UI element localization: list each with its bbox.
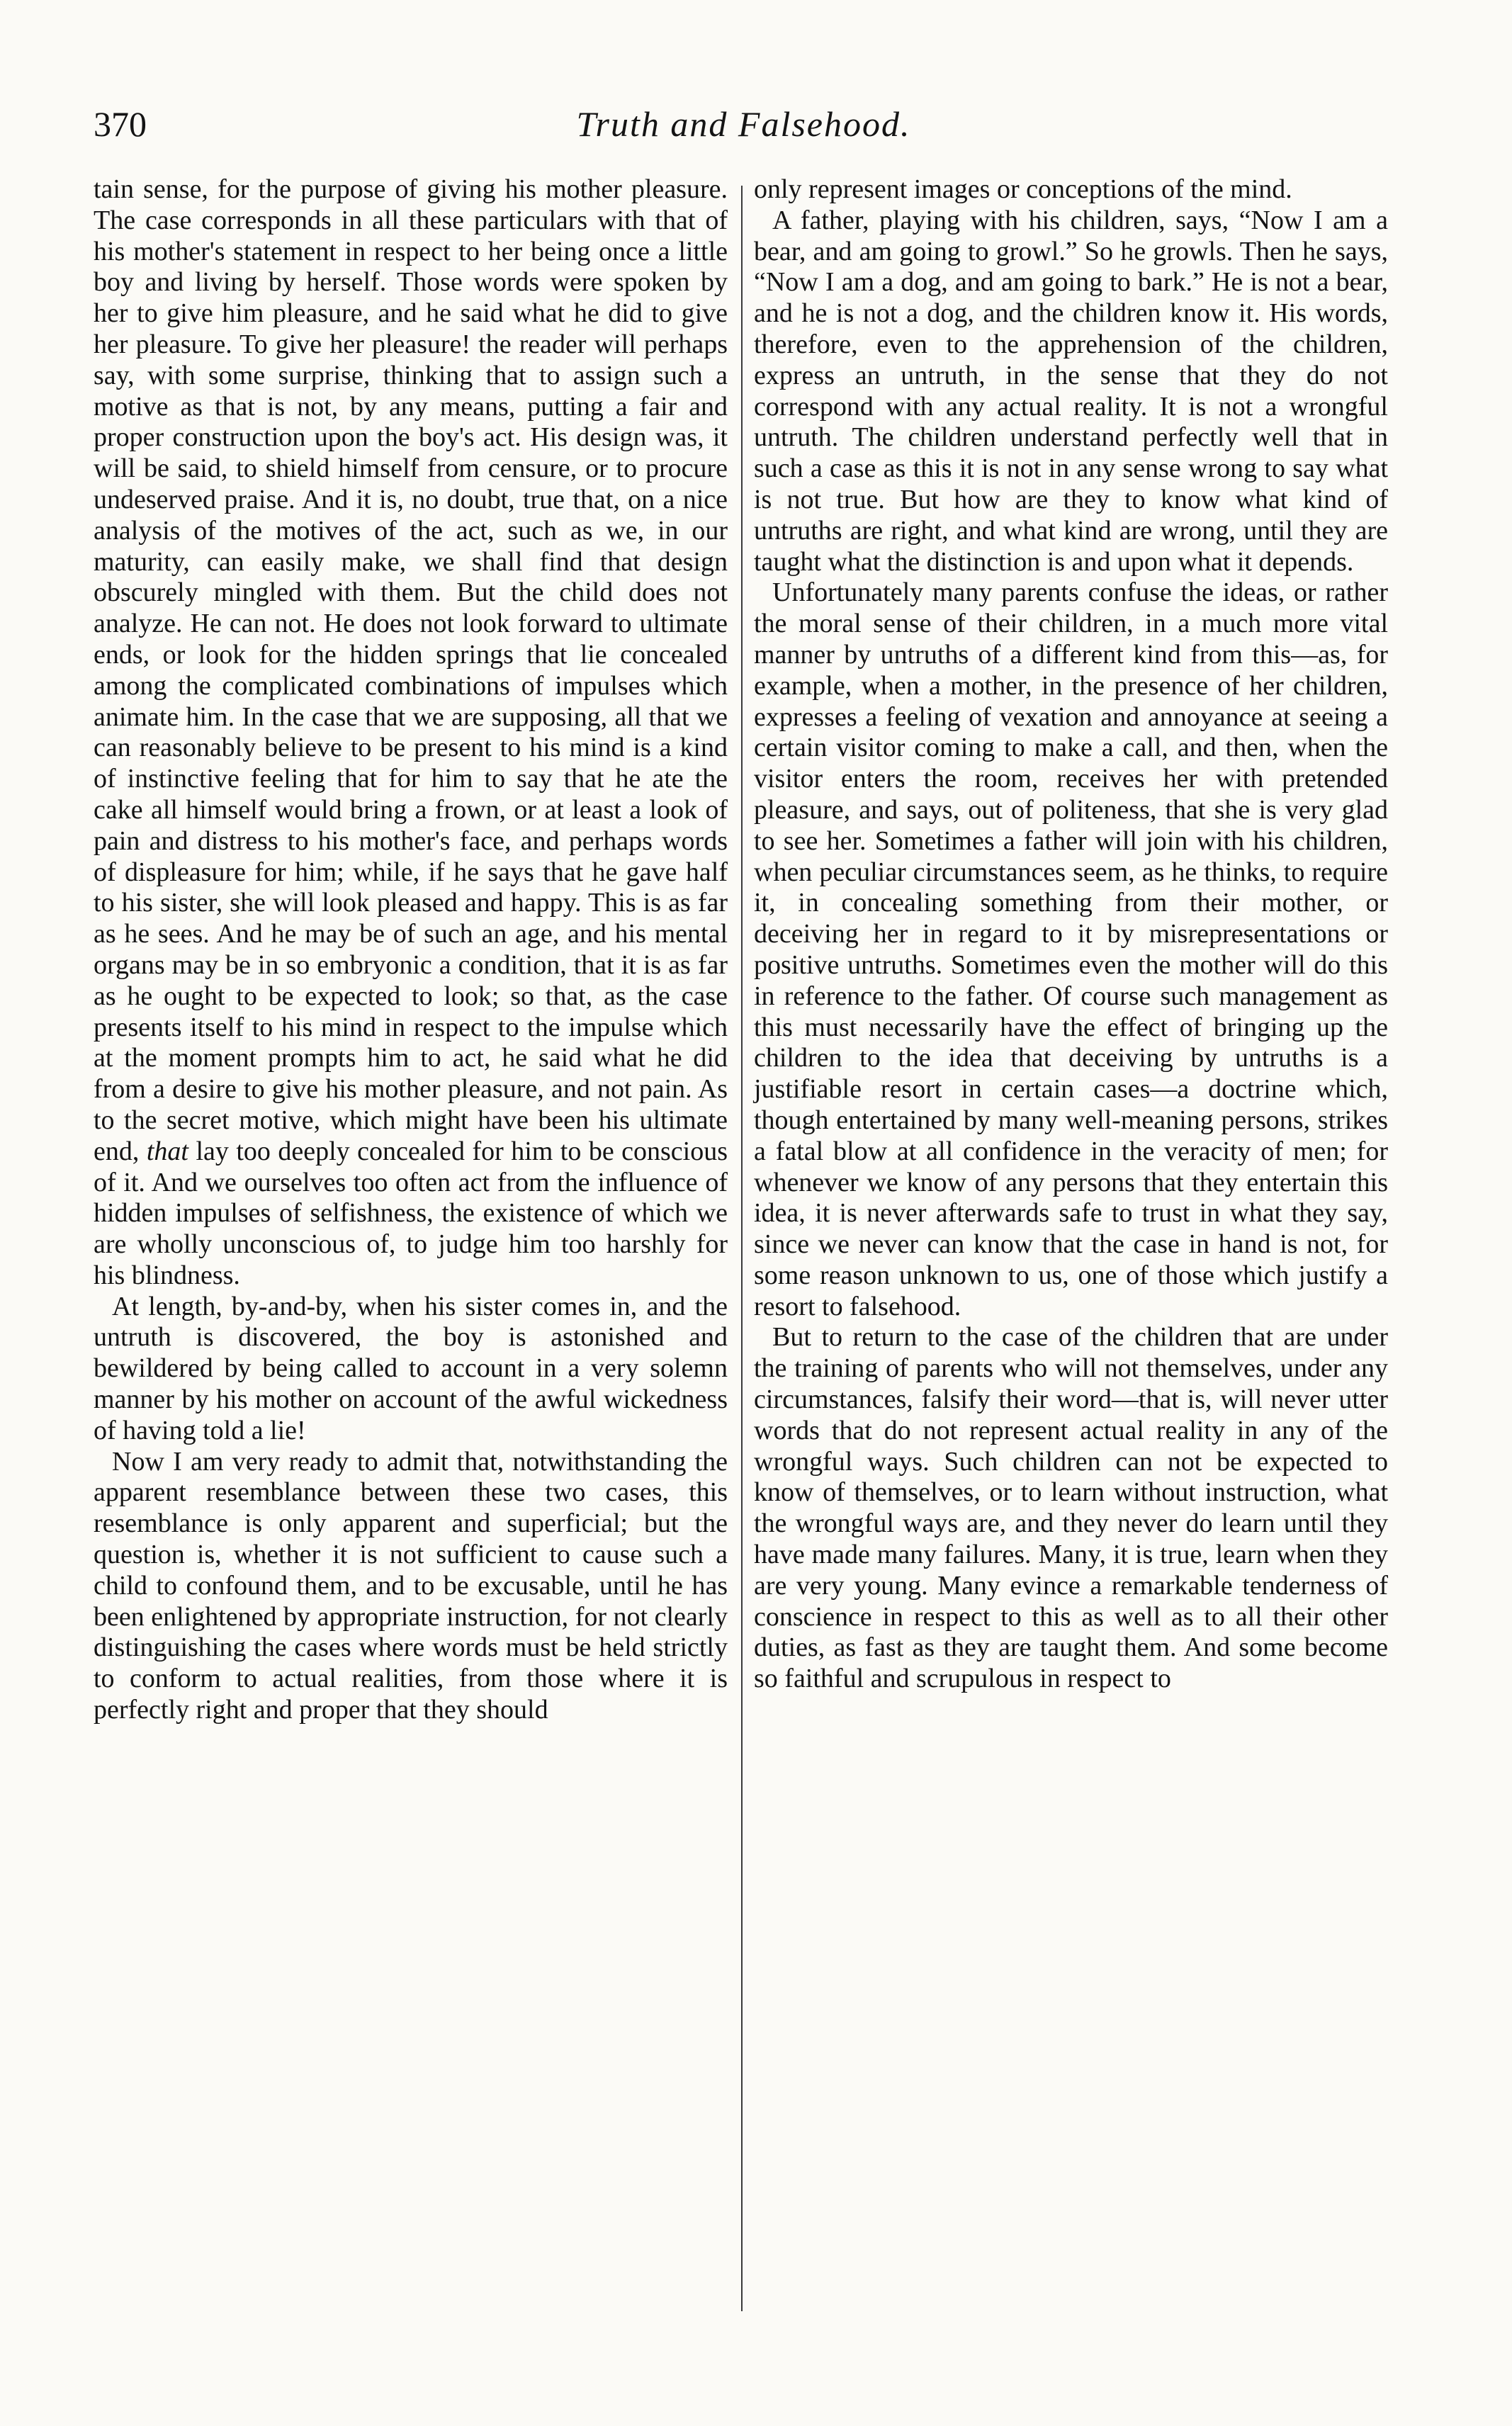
paragraph: only represent images or conceptions of the mind. [754, 174, 1292, 204]
paragraph: Now I am very ready to admit that, notwithstanding the apparent resemblance between these two cases, this resemblance is only apparent and superficial; but the question is, whether it is not sufficient to cause such a child to confound them, and to be excusable, until he has been enlightened by appropriate instruction, for not clearly distinguishing the cases where words must be held strictly to conform to actual realities, from those where it is perfectly right and proper that they should [94, 1446, 728, 1725]
right-column [754, 174, 1388, 1695]
left-column [94, 174, 728, 1726]
paragraph: At length, by-and-by, when his sister comes in, and the untruth is discovered, the boy is astonished and bewildered by being called to account in a very solemn manner by his mother on account of the awful wickedness of having told a lie! [94, 1291, 728, 1445]
column-divider [741, 186, 743, 2311]
page-number: 370 [94, 104, 147, 144]
paragraph: Unfortunately many parents confuse the ideas, or rather the moral sense of their children, in a much more vital manner by untruths of a different kind from this—as, for example, when a mother, in the presence of her children, expresses a feeling of vexation and annoyance at seeing a certain visitor coming to make a call, and then, when the visitor enters the room, receives her with pretended pleasure, and says, out of politeness, that she is very glad to see her. Sometimes a father will join with his children, when peculiar circumstances seem, as he thinks, to require it, in concealing something from their mother, or deceiving her in regard to it by misrepresentations or positive untruths. Sometimes even the mother will do this in reference to the father. Of course such management as this must necessarily have the effect of bringing up the children to the idea that deceiving by untruths is a justifiable resort in certain cases—a doctrine which, though entertained by many well-meaning persons, strikes a fatal blow at all confidence in the veracity of men; for whenever we know of any persons that they entertain this idea, it is never afterwards safe to trust in what they say, since we never can know that the case in hand is not, for some reason unknown to us, one of those which justify a resort to falsehood. [754, 577, 1388, 1321]
page-header [94, 99, 1394, 149]
paragraph: But to return to the case of the children that are under the training of parents who will not themselves, under any circumstances, falsify their word—that is, will never utter words that do not represent actual reality in any of the wrongful ways. Such children can not be expected to know of themselves, or to learn without instruction, what the wrongful ways are, and they never do learn until they have made many failures. Many, it is true, learn when they are very young. Many evince a remarkable tenderness of conscience in respect to this as well as to all their other duties, as fast as they are taught them. And some become so faithful and scrupulous in respect to [754, 1322, 1388, 1694]
running-title: Truth and Falsehood. [576, 104, 911, 144]
paragraph [94, 174, 728, 1292]
paragraph-text: tain sense, for the purpose of giving his mother pleasure. The case corresponds in all these particulars with that of his mother's statement in respect to her being once a little boy and living by herself. Those words were spoken by her to give him pleasure, and he said what he did to give her pleasure. To give her pleasure! the reader will perhaps say, with some surprise, thinking that to assign such a motive as that is not, by any means, putting a fair and proper construction upon the boy's act. His design was, it will be said, to shield himself from censure, or to procure undeserved praise. And it is, no doubt, true that, on a nice analysis of the motives of the act, such as we, in our maturity, can easily make, we shall find that design obscurely mingled with them. But the child does not analyze. He can not. He does not look forward to ultimate ends, or look for the hidden springs that lie concealed among the complicated combinations of impulses which animate him. In the case that we are supposing, all that we can reasonably believe to be present to his mind is a kind of instinctive feeling that for him to say that he ate the cake all himself would bring a frown, or at least a look of pain and distress to his mother's face, and perhaps words of displeasure for him; while, if he says that he gave half to his sister, she will look pleased and happy. This is as far as he sees. And he may be of such an age, and his mental organs may be in so embryonic a condition, that it is as far as he ought to be expected to look; so that, as the case presents itself to his mind in respect to the impulse which at the moment prompts him to act, he said what he did from a desire to give his mother pleasure, and not pain. As to the secret motive, which might have been his ultimate end, [94, 174, 728, 1166]
emphasis-text: that [146, 1136, 188, 1166]
paragraph: A father, playing with his children, says, “Now I am a bear, and am going to growl.” So he growls. Then he says, “Now I am a dog, and am going to bark.” He is not a bear, and he is not a dog, and the children know it. His words, therefore, even to the apprehension of the children, express an untruth, in the sense that they do not correspond with any actual reality. It is not a wrongful untruth. The children understand perfectly well that in such a case as this it is not in any sense wrong to say what is not true. But how are they to know what kind of untruths are right, and what kind are wrong, until they are taught what the distinction is and upon what it depends. [754, 205, 1388, 577]
paragraph-text: lay too deeply concealed for him to be conscious of it. And we ourselves too often act from the influence of hidden impulses of selfishness, the existence of which we are wholly unconscious of, to judge him too harshly for his blindness. [94, 1136, 728, 1290]
